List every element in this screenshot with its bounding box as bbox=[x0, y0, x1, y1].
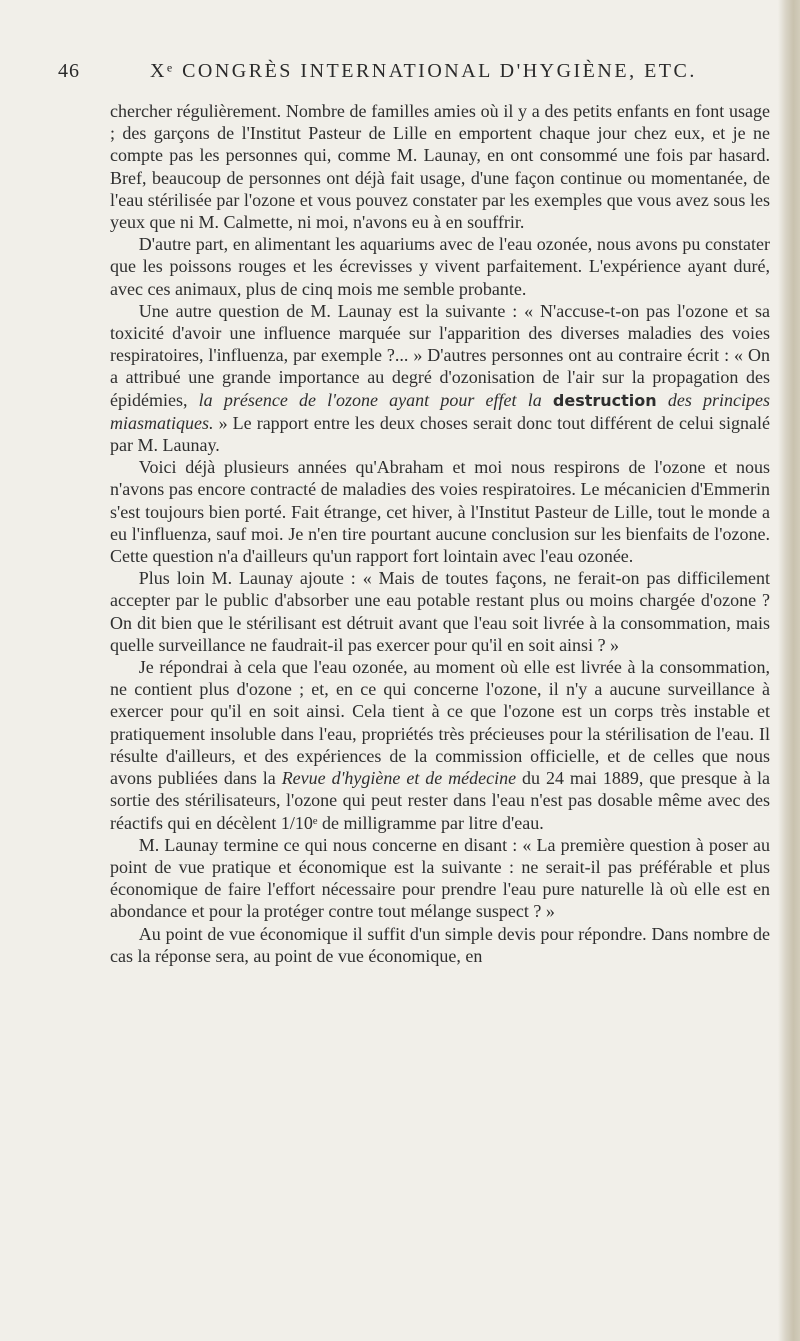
bold-run: destruction bbox=[552, 390, 657, 410]
italic-run: Revue d'hygiène et de médecine bbox=[281, 768, 517, 789]
paragraph bbox=[110, 567, 770, 656]
page-edge bbox=[778, 0, 800, 1341]
text-run: chercher régulièrement. Nombre de familles amies où il y a des petits enfants en font usage ; des garçons de l'Institut Pasteur de Lille en emportent chaque jour chez eux, et je ne compte pas les personnes qui, comme M. Launay, en ont consommé une fois par hasard. Bref, beaucoup de personnes ont déjà fait usage, d'une façon continue ou momentanée, de l'eau stérilisée par l'ozone et vous pouvez constater par les exemples que vous avez sous les yeux que ni M. Calmette, ni moi, n'avons eu à en souffrir. bbox=[110, 101, 770, 233]
italic-run: des principes miasmatiques. bbox=[110, 389, 771, 433]
paragraph bbox=[110, 300, 770, 456]
text-run: Voici déjà plusieurs années qu'Abraham et moi nous respirons de l'ozone et nous n'avons pas encore contracté de maladies des voies respiratoires. Le mécanicien d'Emmerin s'est toujours bien porté. Fait étrange, cet hiver, à l'Institut Pasteur de Lille, tout le monde a eu l'influenza, sauf moi. Je n'en tire pourtant aucune conclusion sur les bienfaits de l'ozone. Cette question n'a d'ailleurs qu'un rapport fort lointain avec l'eau ozonée. bbox=[110, 457, 770, 567]
text-run: D'autre part, en alimentant les aquariums avec de l'eau ozonée, nous avons pu constater que les poissons rouges et les écrevisses y vivent parfaitement. L'expérience ayant duré, avec ces animaux, plus de cinq mois me semble probante. bbox=[110, 234, 770, 299]
text-run bbox=[657, 390, 668, 410]
page-number: 46 bbox=[58, 60, 80, 82]
text-body bbox=[110, 100, 770, 967]
paragraph bbox=[110, 656, 770, 834]
paragraph bbox=[110, 100, 770, 233]
italic-run: la présence de l'ozone ayant pour effet la bbox=[198, 389, 542, 410]
running-head: Xᵉ CONGRÈS INTERNATIONAL D'HYGIÈNE, ETC. bbox=[150, 60, 697, 82]
text-run: Plus loin M. Launay ajoute : « Mais de toutes façons, ne ferait-on pas difficilement accepter par le public d'absorber une eau potable restant plus ou moins chargée d'ozone ? On dit bien que le stérilisant est détruit avant que l'eau soit livrée à la consommation, mais quelle surveillance ne faudrait-il pas exercer pour qu'il en soit ainsi ? » bbox=[110, 568, 770, 655]
text-run: du 24 mai 1889, que presque à la sortie des stérilisateurs, l'ozone qui peut rester dans l'eau n'est pas dosable même avec des réactifs qui en décèlent 1/10ᵉ de milligramme par litre d'eau. bbox=[110, 768, 770, 833]
text-run: M. Launay termine ce qui nous concerne en disant : « La première question à poser au point de vue pratique et économique est la suivante : ne serait-il pas préférable et plus économique de faire l'effort nécessaire pour prendre l'eau pure naturelle là où elle est en abondance et pour la protéger contre tout mélange suspect ? » bbox=[110, 834, 770, 922]
paragraph bbox=[110, 233, 770, 300]
text-run: Au point de vue économique il suffit d'un simple devis pour répondre. Dans nombre de cas la réponse sera, au point de vue économique, en bbox=[110, 923, 770, 966]
paragraph bbox=[110, 456, 770, 567]
paragraph bbox=[110, 923, 770, 967]
text-run: Je répondrai à cela que l'eau ozonée, au moment où elle est livrée à la consommation, ne contient plus d'ozone ; et, en ce qui concerne l'ozone, il n'y a aucune surveillance à exercer pour qu'il en soit ainsi. Cela tient à ce que l'ozone est un corps très instable et pratiquement insoluble dans l'eau, propriétés très précieuses pour la stérilisation de l'eau. Il résulte d'ailleurs, et des expériences de la commission officielle, et de celles que nous avons publiées dans la bbox=[110, 657, 770, 789]
paragraph bbox=[110, 834, 770, 923]
text-run: » Le rapport entre les deux choses serait donc tout différent de celui signalé par M. Launay. bbox=[110, 412, 770, 456]
page-header bbox=[58, 60, 770, 90]
text-run: Une autre question de M. Launay est la suivante : « N'accuse-t-on pas l'ozone et sa toxicité d'avoir une influence marquée sur l'apparition des diverses maladies des voies respiratoires, l'influenza, par exemple ?... » D'autres personnes ont au contraire écrit : « On a attribué une grande importance au degré d'ozonisation de l'air sur la propagation des épidémies, bbox=[110, 300, 770, 410]
text-run bbox=[542, 390, 553, 410]
